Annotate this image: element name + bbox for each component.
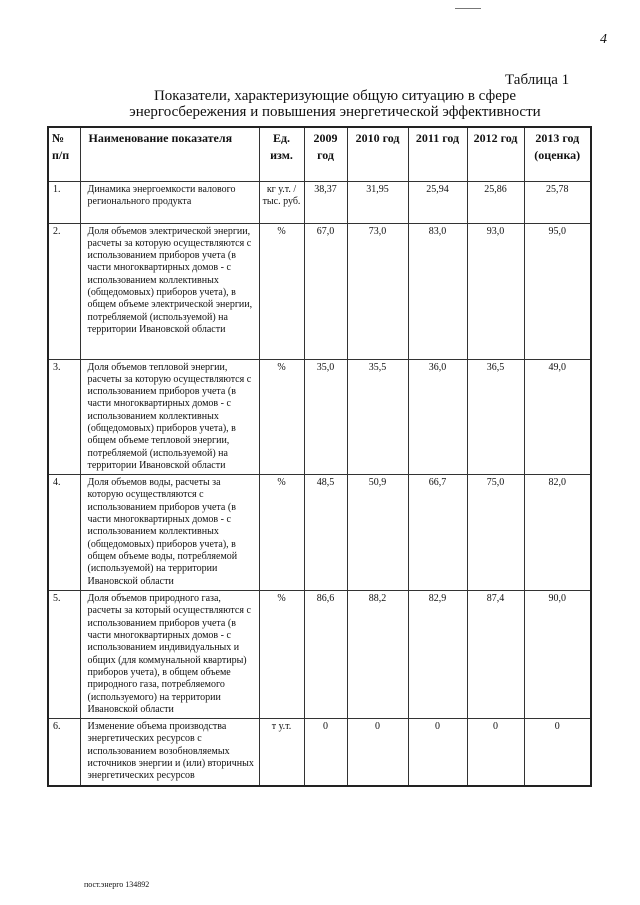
- value-2009: 67,0: [304, 223, 347, 359]
- indicator-name: Изменение объема производства энергетических ресурсов с использованием возобновляемых источников энергии и (или) вторичных энергетических ресурсов: [80, 719, 259, 786]
- value-2010: 73,0: [347, 223, 408, 359]
- unit: %: [259, 591, 304, 719]
- row-number: 5.: [48, 591, 80, 719]
- value-2012: 93,0: [467, 223, 524, 359]
- header-2010: 2010 год: [347, 127, 408, 181]
- value-2011: 82,9: [408, 591, 467, 719]
- header-2013: 2013 год (оценка): [524, 127, 591, 181]
- indicators-table: [47, 126, 592, 787]
- unit: кг у.т. / тыс. руб.: [259, 181, 304, 223]
- table-row: [48, 181, 591, 223]
- value-2010: 50,9: [347, 475, 408, 591]
- footer-code: пост.энерго 134892: [84, 880, 150, 889]
- value-2011: 83,0: [408, 223, 467, 359]
- value-2011: 36,0: [408, 359, 467, 475]
- value-2010: 0: [347, 719, 408, 786]
- value-2012: 0: [467, 719, 524, 786]
- value-2013: 25,78: [524, 181, 591, 223]
- header-name: Наименование показателя: [80, 127, 259, 181]
- row-number: 2.: [48, 223, 80, 359]
- unit: %: [259, 359, 304, 475]
- row-number: 3.: [48, 359, 80, 475]
- value-2013: 82,0: [524, 475, 591, 591]
- value-2009: 0: [304, 719, 347, 786]
- unit: %: [259, 475, 304, 591]
- scan-mark: [455, 8, 481, 9]
- row-number: 4.: [48, 475, 80, 591]
- value-2010: 88,2: [347, 591, 408, 719]
- value-2012: 25,86: [467, 181, 524, 223]
- value-2011: 0: [408, 719, 467, 786]
- header-num: № п/п: [48, 127, 80, 181]
- indicator-name: Доля объемов природного газа, расчеты за который осуществляются с использованием приборов учета (в части многоквартирных домов - с использованием индивидуальных и общих (для коммунальной квартиры) приборов учета), в общем объеме природного газа, потребляемого (используемого) на территории Ивановской области: [80, 591, 259, 719]
- table-row: [48, 719, 591, 786]
- table-row: [48, 223, 591, 359]
- header-2012: 2012 год: [467, 127, 524, 181]
- table-row: [48, 591, 591, 719]
- value-2013: 90,0: [524, 591, 591, 719]
- header-unit: Ед. изм.: [259, 127, 304, 181]
- unit: %: [259, 223, 304, 359]
- value-2009: 48,5: [304, 475, 347, 591]
- value-2009: 35,0: [304, 359, 347, 475]
- value-2013: 95,0: [524, 223, 591, 359]
- table-title: Показатели, характеризующие общую ситуацию в сфере энергосбережения и повышения энергетической эффективности: [129, 88, 541, 120]
- indicator-name: Динамика энергоемкости валового регионального продукта: [80, 181, 259, 223]
- header-2009: 2009 год: [304, 127, 347, 181]
- row-number: 1.: [48, 181, 80, 223]
- value-2012: 36,5: [467, 359, 524, 475]
- table-row: [48, 359, 591, 475]
- unit: т у.т.: [259, 719, 304, 786]
- value-2012: 75,0: [467, 475, 524, 591]
- value-2011: 66,7: [408, 475, 467, 591]
- indicator-name: Доля объемов воды, расчеты за которую осуществляются с использованием приборов учета (в части многоквартирных домов - с использованием коллективных (общедомовых) приборов учета), в общем объеме воды, потребляемой (используемой) на территории Ивановской области: [80, 475, 259, 591]
- row-number: 6.: [48, 719, 80, 786]
- value-2012: 87,4: [467, 591, 524, 719]
- indicator-name: Доля объемов электрической энергии, расчеты за которую осуществляются с использованием приборов учета (в части многоквартирных домов - с использованием коллективных (общедомовых) приборов учета), в общем объеме электрической энергии, потребляемой (используемой) на территории Ивановской области: [80, 223, 259, 359]
- page-number: 4: [600, 32, 607, 47]
- header-row: [48, 127, 591, 181]
- table-label: Таблица 1: [505, 72, 570, 88]
- value-2009: 86,6: [304, 591, 347, 719]
- value-2013: 0: [524, 719, 591, 786]
- indicator-name: Доля объемов тепловой энергии, расчеты за которую осуществляются с использованием приборов учета (в части многоквартирных домов - с использованием коллективных (общедомовых) приборов учета), в общем объеме тепловой энергии, потребляемой (используемой) на территории Ивановской области: [80, 359, 259, 475]
- value-2011: 25,94: [408, 181, 467, 223]
- value-2009: 38,37: [304, 181, 347, 223]
- value-2010: 35,5: [347, 359, 408, 475]
- value-2010: 31,95: [347, 181, 408, 223]
- table-row: [48, 475, 591, 591]
- value-2013: 49,0: [524, 359, 591, 475]
- header-2011: 2011 год: [408, 127, 467, 181]
